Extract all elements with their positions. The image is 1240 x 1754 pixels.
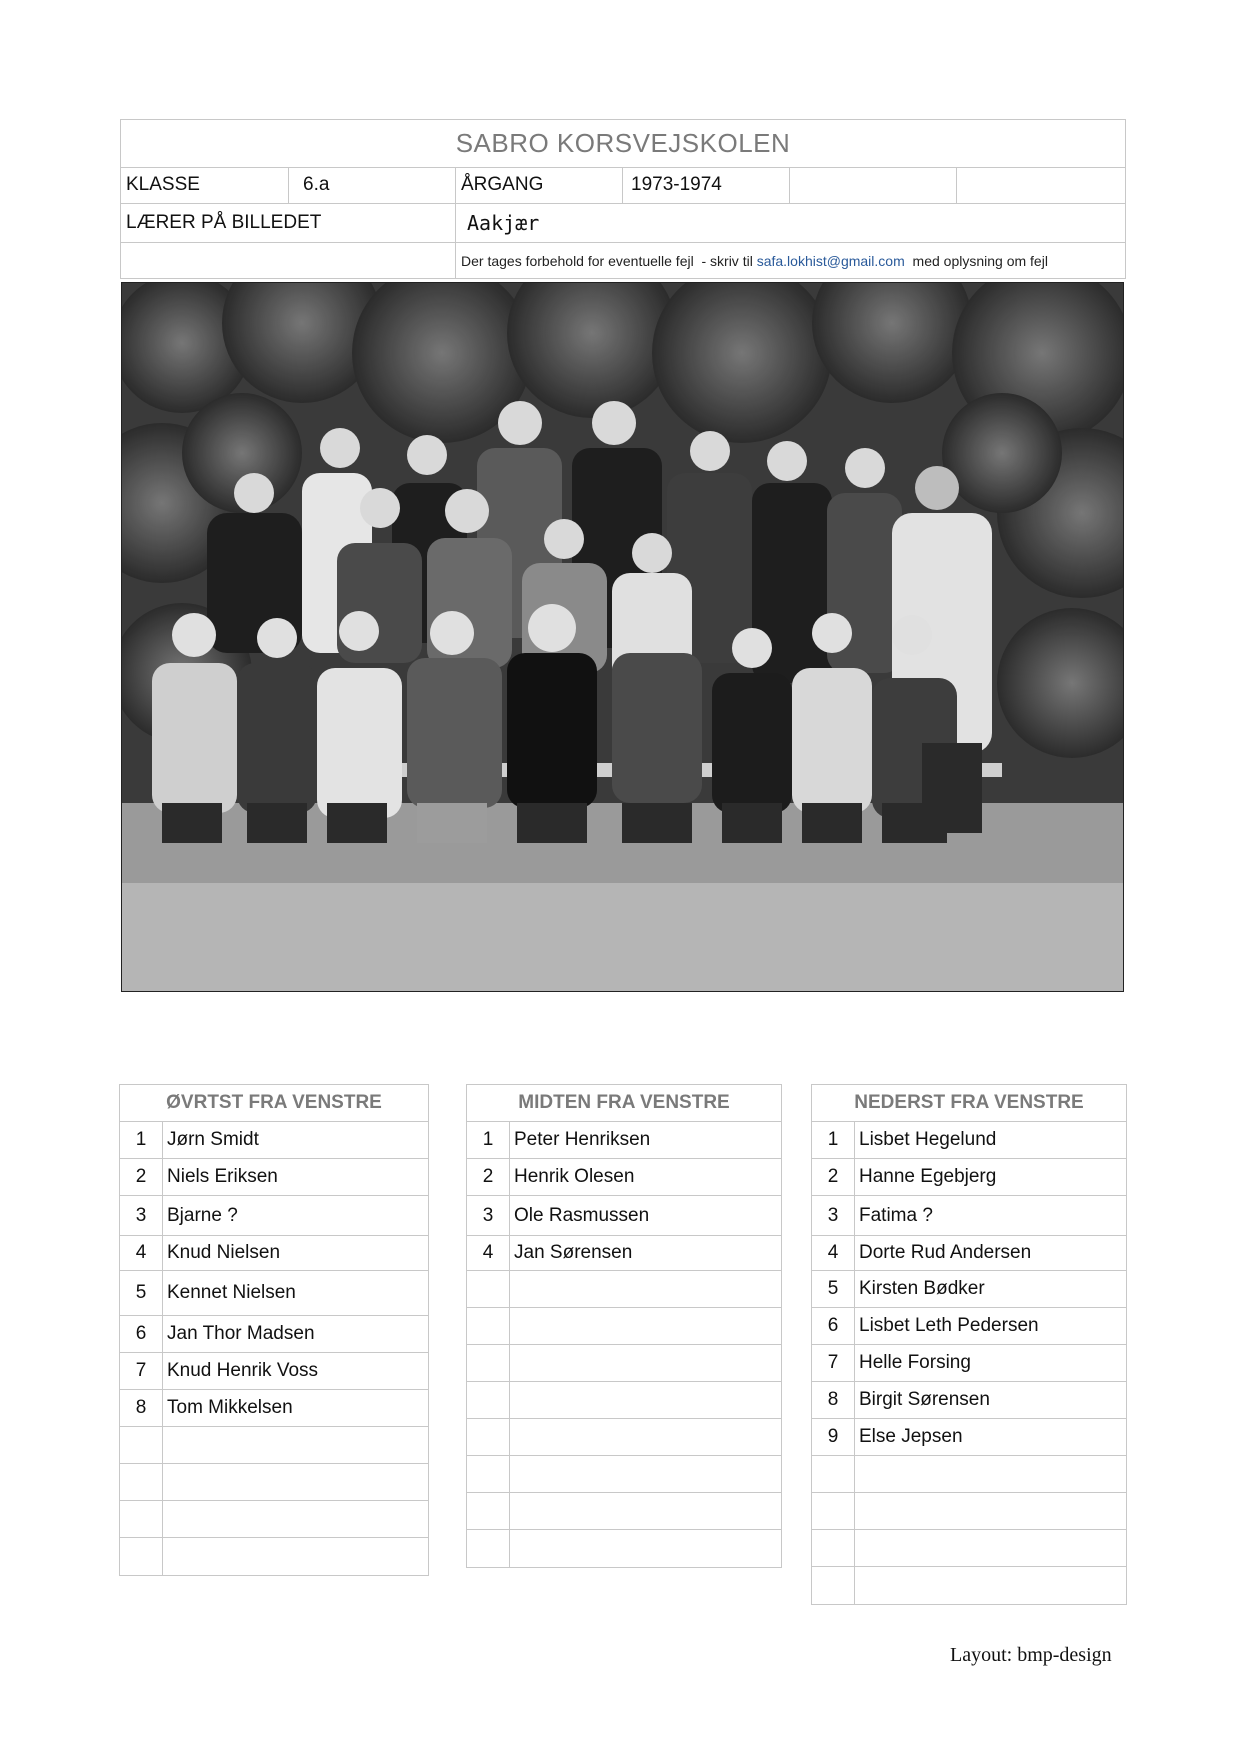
table-row [120, 1159, 428, 1196]
person-name [162, 1427, 428, 1463]
layout-credit: Layout: bmp-design [950, 1644, 1112, 1666]
person-name: Helle Forsing [859, 1352, 971, 1373]
table-row [120, 1501, 428, 1538]
table-row [812, 1308, 1126, 1345]
row-number [467, 1530, 510, 1567]
person-name [162, 1464, 428, 1500]
person-name: Hanne Egebjerg [859, 1166, 997, 1187]
table-row [812, 1419, 1126, 1456]
person-name: Knud Henrik Voss [167, 1360, 319, 1381]
table-row [812, 1196, 1126, 1236]
email-link[interactable]: safa.lokhist@gmail.com [756, 252, 905, 269]
disclaimer-text: Der tages forbehold for eventuelle fejl - skriv til [461, 252, 757, 269]
row-number: 6 [812, 1308, 855, 1344]
person-name [162, 1501, 428, 1537]
row-number: 8 [120, 1390, 163, 1426]
year-label: ÅRGANG [455, 167, 622, 203]
middle-row-table [466, 1084, 782, 1568]
person-name [162, 1538, 428, 1575]
row-number [467, 1493, 510, 1529]
empty-cell [789, 167, 956, 203]
person-name [509, 1456, 781, 1492]
class-value: 6.a [288, 167, 455, 203]
table-row [120, 1427, 428, 1464]
row-number: 8 [812, 1382, 855, 1418]
person-name: Birgit Sørensen [859, 1389, 990, 1410]
row-number [467, 1419, 510, 1455]
person-name: Kennet Nielsen [167, 1282, 296, 1303]
row-number: 7 [120, 1353, 163, 1389]
table-row [467, 1196, 781, 1236]
person-name [509, 1271, 781, 1307]
table-title: MIDTEN FRA VENSTRE [467, 1085, 781, 1122]
table-row [812, 1530, 1126, 1567]
row-number [812, 1456, 855, 1492]
row-number: 4 [467, 1236, 510, 1270]
row-number: 1 [120, 1122, 163, 1158]
disclaimer-text-end: med oplysning om fejl [904, 252, 1048, 269]
disclaimer [455, 242, 1125, 279]
table-row [467, 1345, 781, 1382]
disclaimer-row [121, 242, 1125, 279]
person-name [509, 1308, 781, 1344]
person-name [854, 1493, 1126, 1529]
table-row [812, 1345, 1126, 1382]
person-name: Kirsten Bødker [859, 1278, 985, 1299]
table-title: ØVRTST FRA VENSTRE [120, 1085, 428, 1122]
person-name: Jan Thor Madsen [167, 1323, 315, 1344]
row-number [120, 1501, 163, 1537]
row-number: 3 [467, 1196, 510, 1235]
person-name: Else Jepsen [859, 1426, 963, 1447]
table-row [120, 1196, 428, 1236]
header-table [120, 119, 1126, 279]
row-number: 5 [120, 1271, 163, 1315]
table-row [120, 1316, 428, 1353]
person-name: Jan Sørensen [514, 1242, 633, 1263]
table-title: NEDERST FRA VENSTRE [812, 1085, 1126, 1122]
person-name: Tom Mikkelsen [167, 1397, 293, 1418]
teacher-label: LÆRER PÅ BILLEDET [126, 211, 322, 233]
person-name: Dorte Rud Andersen [859, 1242, 1032, 1263]
person-name: Jørn Smidt [167, 1129, 259, 1150]
table-row [120, 1538, 428, 1575]
row-number: 2 [467, 1159, 510, 1195]
row-number: 1 [467, 1122, 510, 1158]
person-name: Knud Nielsen [167, 1242, 281, 1263]
table-row [812, 1382, 1126, 1419]
table-row [812, 1567, 1126, 1604]
row-number: 2 [812, 1159, 855, 1195]
row-number: 1 [812, 1122, 855, 1158]
table-row [812, 1236, 1126, 1271]
row-number [467, 1271, 510, 1307]
row-number [812, 1493, 855, 1529]
person-name [854, 1456, 1126, 1492]
table-row [120, 1271, 428, 1316]
person-name [509, 1382, 781, 1418]
table-row [812, 1159, 1126, 1196]
person-name: Niels Eriksen [167, 1166, 278, 1187]
row-number: 7 [812, 1345, 855, 1381]
row-number [812, 1567, 855, 1604]
table-row [467, 1530, 781, 1567]
row-number [467, 1382, 510, 1418]
row-number [467, 1456, 510, 1492]
table-row [467, 1308, 781, 1345]
bottom-row-table [811, 1084, 1127, 1605]
table-row [120, 1122, 428, 1159]
person-name: Peter Henriksen [514, 1129, 651, 1150]
table-row [467, 1271, 781, 1308]
row-number [812, 1530, 855, 1566]
empty-cell [121, 242, 455, 279]
person-name [854, 1567, 1126, 1604]
table-row [120, 1236, 428, 1271]
person-name [509, 1419, 781, 1455]
row-number: 9 [812, 1419, 855, 1455]
class-photo-image [122, 283, 1124, 992]
table-row [467, 1456, 781, 1493]
table-row [812, 1122, 1126, 1159]
class-row [121, 167, 1125, 204]
row-number [467, 1308, 510, 1344]
row-number: 4 [812, 1236, 855, 1270]
person-name: Lisbet Hegelund [859, 1129, 997, 1150]
person-name: Henrik Olesen [514, 1166, 635, 1187]
table-row [120, 1390, 428, 1427]
row-number: 6 [120, 1316, 163, 1352]
top-row-table [119, 1084, 429, 1576]
empty-cell [956, 167, 1126, 203]
table-row [467, 1236, 781, 1271]
year-value: 1973-1974 [622, 167, 789, 203]
table-row [812, 1493, 1126, 1530]
table-row [812, 1456, 1126, 1493]
table-row [467, 1122, 781, 1159]
row-number [467, 1345, 510, 1381]
row-number [120, 1538, 163, 1575]
person-name: Bjarne ? [167, 1204, 238, 1226]
table-row [467, 1382, 781, 1419]
row-number: 3 [812, 1196, 855, 1235]
row-number: 3 [120, 1196, 163, 1235]
teacher-value: Aakjær [455, 203, 1125, 242]
table-row [467, 1493, 781, 1530]
person-name [509, 1493, 781, 1529]
class-photo [121, 282, 1124, 992]
row-number [120, 1427, 163, 1463]
table-row [467, 1419, 781, 1456]
class-label: KLASSE [126, 174, 200, 195]
person-name [509, 1345, 781, 1381]
person-name [509, 1530, 781, 1567]
row-number: 2 [120, 1159, 163, 1195]
row-number: 5 [812, 1271, 855, 1307]
table-row [812, 1271, 1126, 1308]
row-number: 4 [120, 1236, 163, 1270]
school-name: SABRO KORSVEJSKOLEN [121, 120, 1125, 168]
table-row [120, 1464, 428, 1501]
table-row [120, 1353, 428, 1390]
person-name [854, 1530, 1126, 1566]
row-number [120, 1464, 163, 1500]
teacher-row [121, 203, 1125, 243]
person-name: Ole Rasmussen [514, 1204, 650, 1226]
table-row [467, 1159, 781, 1196]
person-name: Lisbet Leth Pedersen [859, 1315, 1039, 1336]
person-name: Fatima ? [859, 1204, 933, 1226]
